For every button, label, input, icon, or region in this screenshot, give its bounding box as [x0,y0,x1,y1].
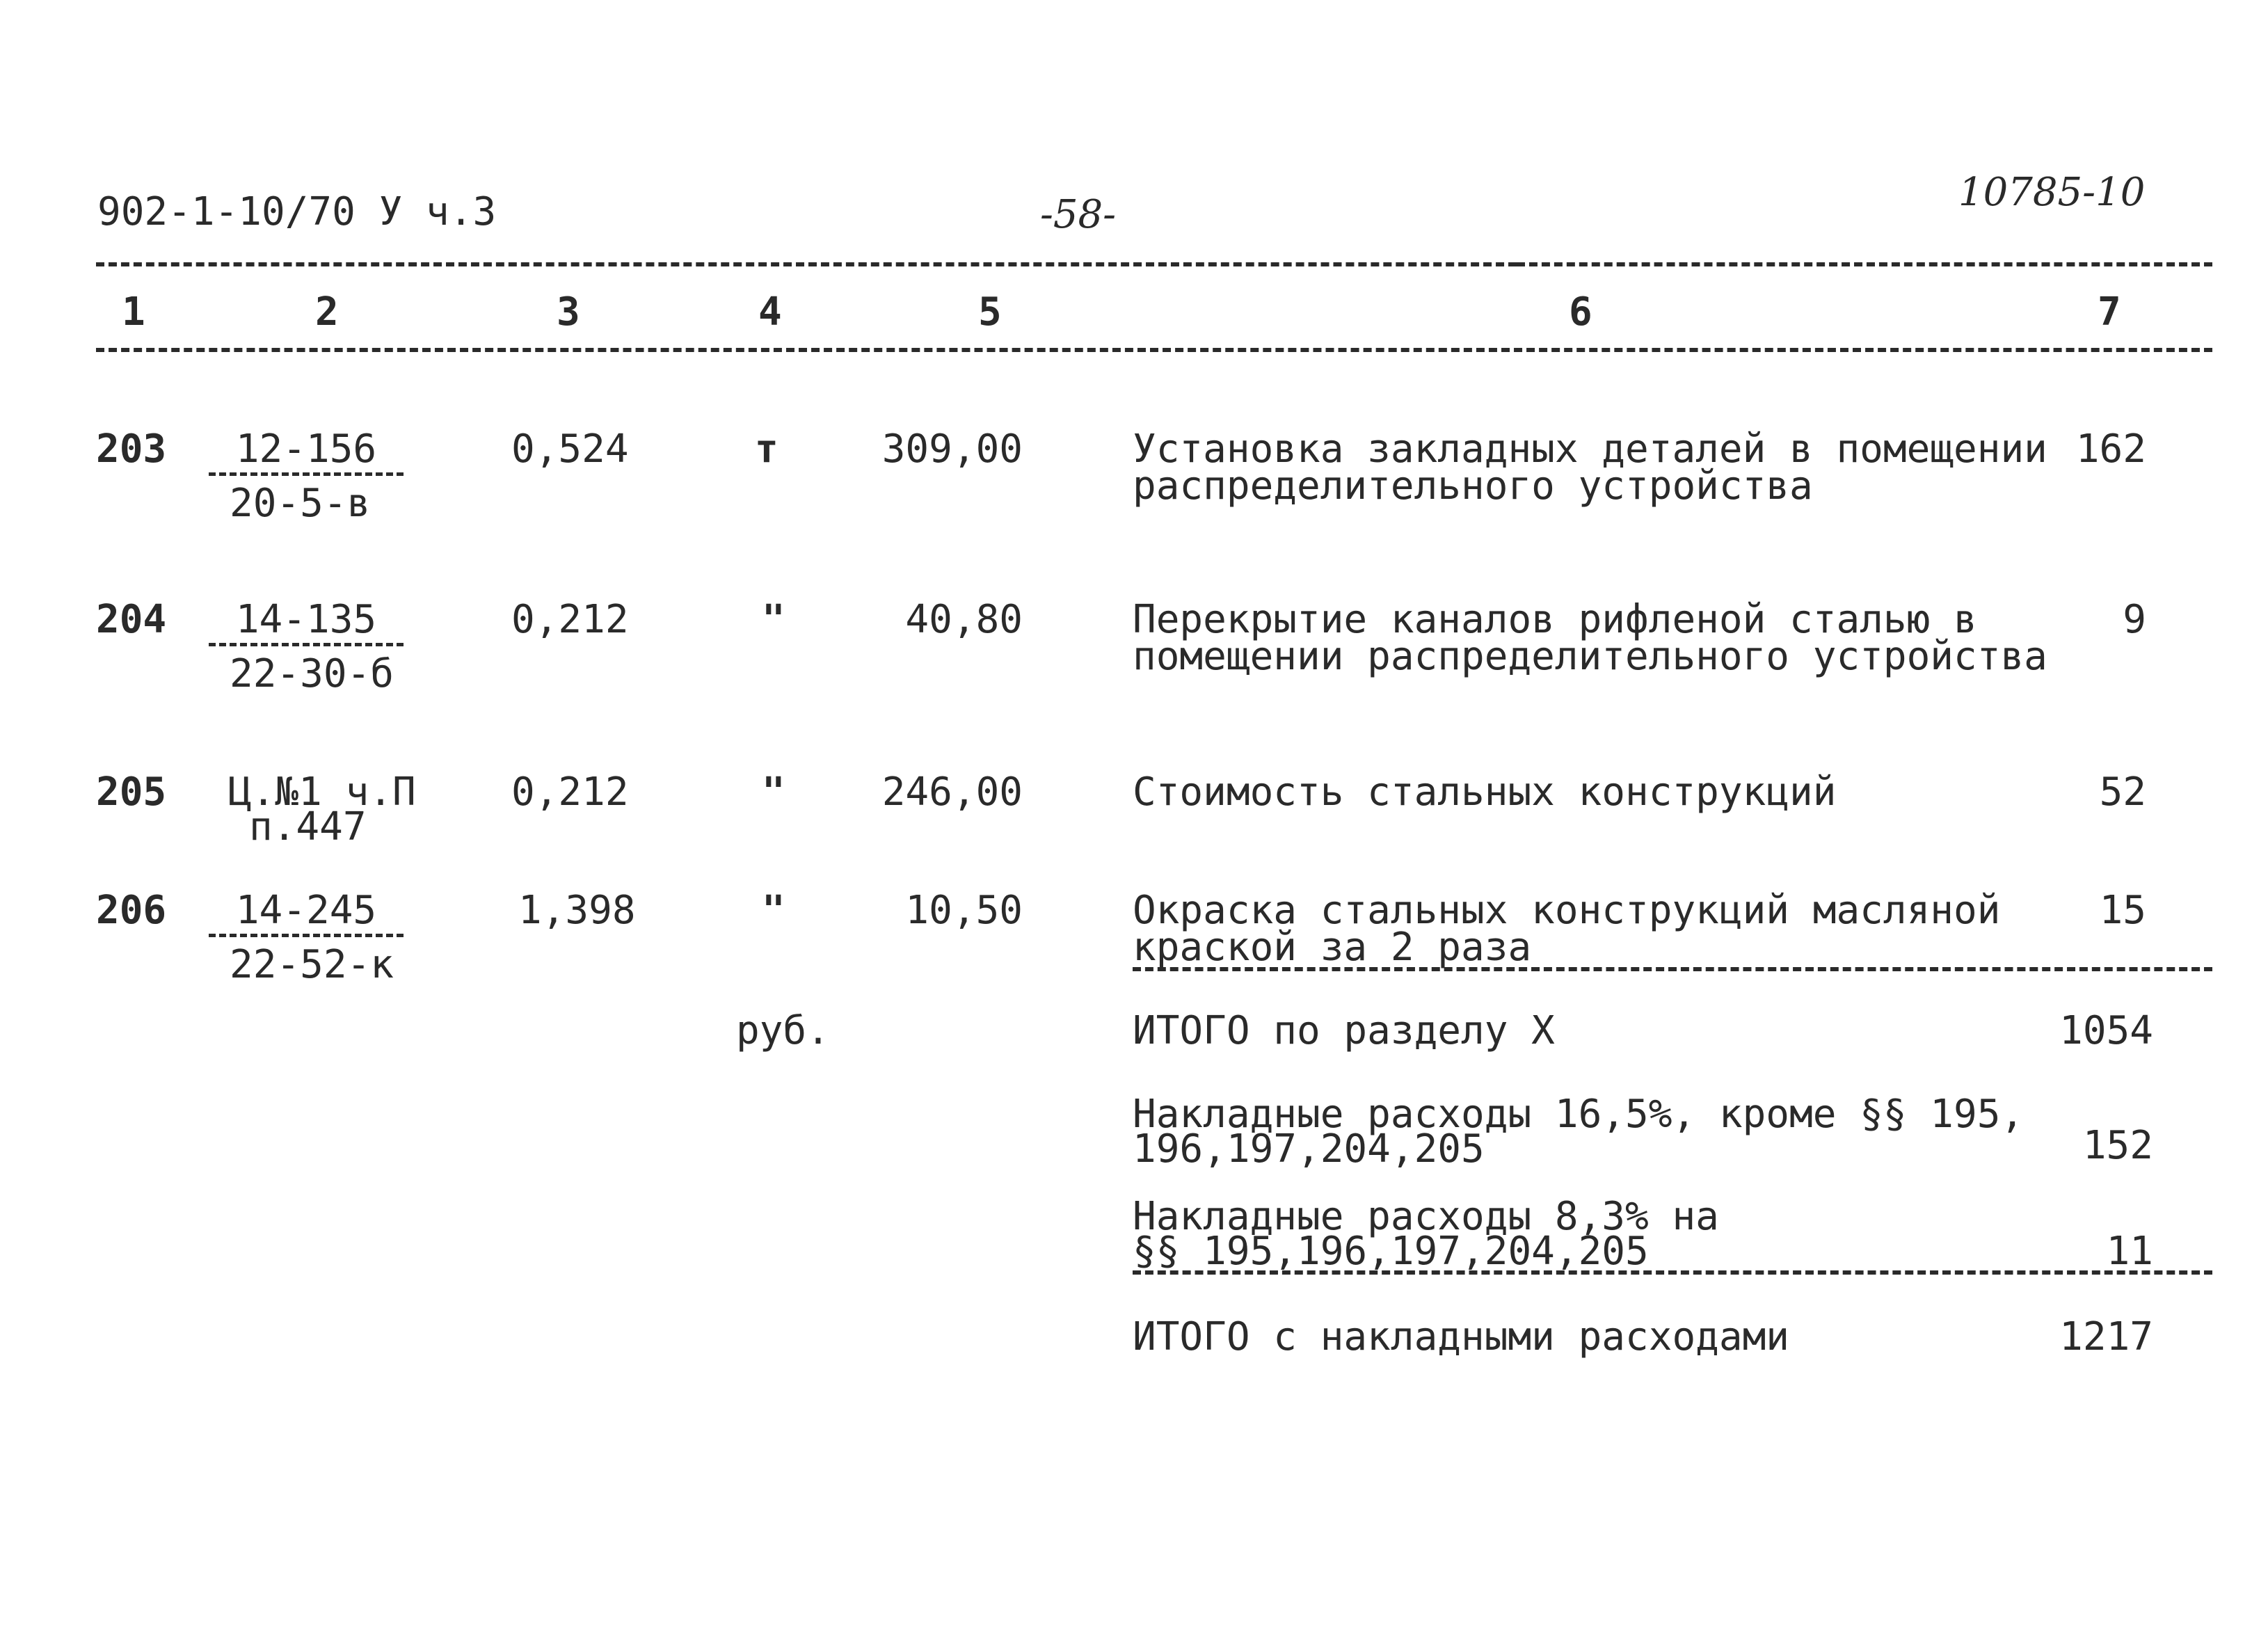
overhead-line: Накладные расходы 16,5%, кроме §§ 195, [1133,1092,2025,1137]
col-header-1: 1 [122,289,145,335]
page-number: -58- [1040,192,1117,237]
row-number: 206 [96,888,167,933]
unit-price: 246,00 [881,769,1023,815]
currency-label: руб. [736,1008,830,1053]
unit: " [762,769,785,815]
norm-code-top: 12-156 [209,429,404,476]
quantity: 0,212 [511,769,629,815]
unit-price: 309,00 [881,426,1023,472]
row-number: 203 [96,426,167,472]
description-line: краской за 2 раза [1133,925,1532,970]
quantity: 1,398 [518,888,636,933]
norm-code-top: 14-245 [209,891,404,937]
col-header-5: 5 [978,289,1002,335]
col-header-2: 2 [315,289,339,335]
description-line: Установка закладных деталей в помещении [1133,426,2047,472]
description-line: Окраска стальных конструкций масляной [1133,888,2001,933]
row-total: 162 [2075,426,2146,472]
unit: т [755,426,778,472]
archive-stamp: 10785-10 [1958,170,2146,215]
section-rule [1133,967,2212,971]
price-reference-item: п.447 [249,804,367,850]
col-header-7: 7 [2098,289,2121,335]
summary-rule [1133,1270,2212,1275]
col-header-4: 4 [758,289,782,335]
row-total: 9 [2123,597,2146,642]
overhead-line: §§ 195,196,197,204,205 [1133,1229,1649,1274]
unit: " [762,597,785,642]
quantity: 0,524 [511,426,629,472]
overhead-line: 196,197,204,205 [1133,1126,1485,1172]
unit-price: 10,50 [905,888,1023,933]
norm-code-bottom: 20-5-в [230,481,371,526]
overhead-value: 152 [2082,1123,2153,1168]
row-total: 15 [2099,888,2146,933]
description-line: помещении распределительного устройства [1133,634,2047,679]
top-rule-right [1517,262,2212,266]
price-reference: Ц.№1 ч.П [228,769,416,815]
unit: " [762,888,785,933]
document-code: 902-1-10/70 У ч.3 [97,189,497,234]
description-line: Стоимость стальных конструкций [1133,769,1837,815]
description-line: Перекрытие каналов рифленой сталью в [1133,597,1977,642]
overhead-value: 11 [2106,1229,2153,1274]
description-line: распределительного устройства [1133,463,1813,509]
overhead-line: Накладные расходы 8,3% на [1133,1194,1719,1239]
row-total: 52 [2099,769,2146,815]
unit-price: 40,80 [905,597,1023,642]
row-number: 204 [96,597,167,642]
header-rule [96,348,2212,352]
section-total-value: 1054 [2059,1008,2153,1053]
norm-code-bottom: 22-52-к [230,942,394,987]
col-header-6: 6 [1569,289,1592,335]
section-total-label: ИТОГО по разделу Х [1133,1008,1555,1053]
norm-code-bottom: 22-30-б [230,651,394,696]
norm-code-top: 14-135 [209,600,404,646]
col-header-3: 3 [557,289,580,335]
top-rule [96,262,1517,266]
grand-total-label: ИТОГО с накладными расходами [1133,1314,1790,1359]
grand-total-value: 1217 [2059,1314,2153,1359]
quantity: 0,212 [511,597,629,642]
row-number: 205 [96,769,167,815]
